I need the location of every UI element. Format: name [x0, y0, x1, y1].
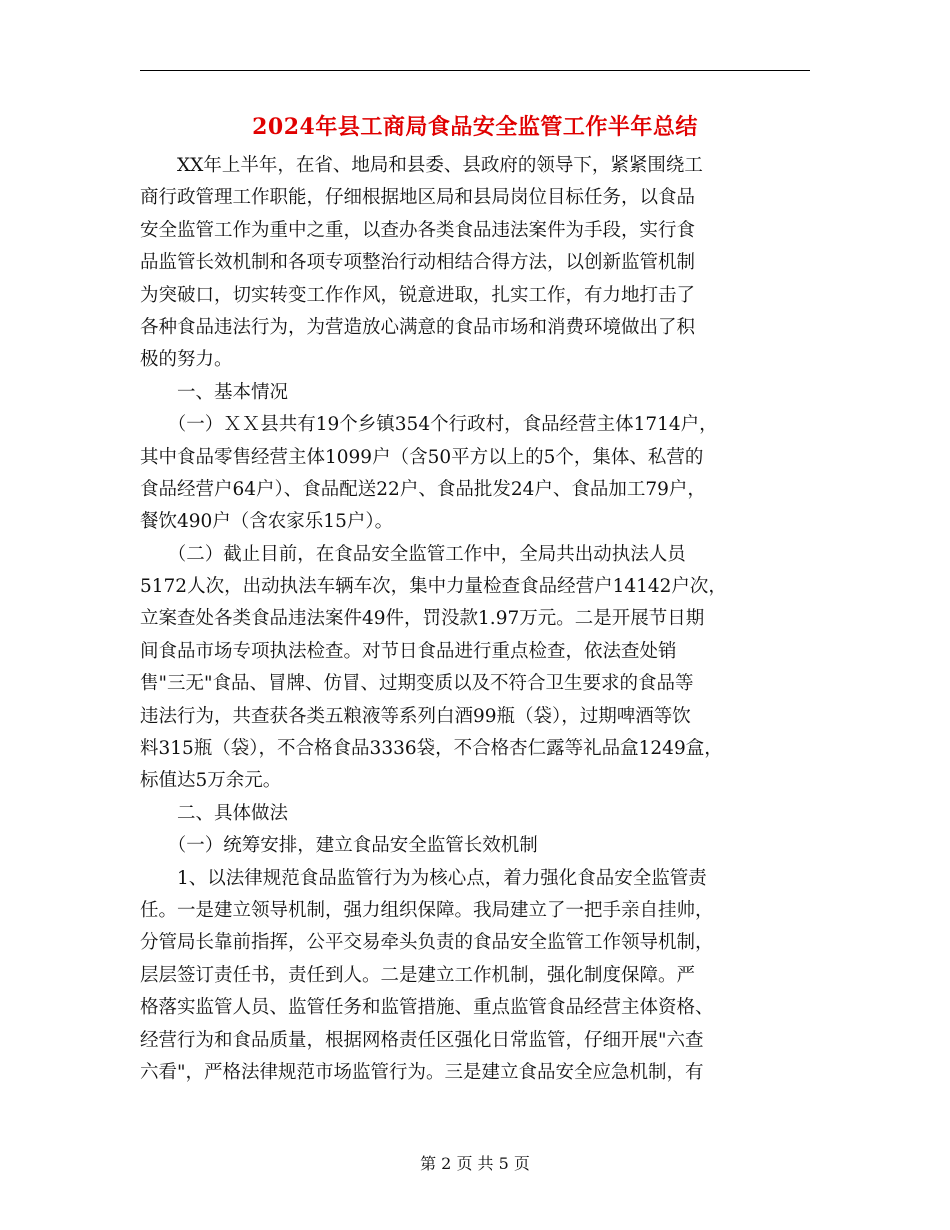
document-body [140, 150, 810, 1089]
document-title: 2024年县工商局食品安全监管工作半年总结 [252, 114, 698, 140]
paragraph-line: 经营行为和食品质量，根据网格责任区强化日常监管，仔细开展"六查 [140, 1029, 704, 1051]
paragraph-line: 立案查处各类食品违法案件49件，罚没款1.97万元。二是开展节日期 [140, 608, 705, 630]
paragraph-line: 品监管长效机制和各项专项整治行动相结合得方法，以创新监管机制 [140, 252, 696, 274]
paragraph-line: 一、基本情况 [140, 381, 289, 403]
paragraph-line: 5172人次，出动执法车辆车次，集中力量检查食品经营户14142户次， [140, 576, 727, 598]
paragraph-line: 间食品市场专项执法检查。对节日食品进行重点检查，依法查处销 [140, 640, 677, 662]
paragraph-line: 其中食品零售经营主体1099户（含50平方以上的5个，集体、私营的 [140, 446, 704, 468]
paragraph-line: 安全监管工作为重中之重，以查办各类食品违法案件为手段，实行食 [140, 219, 696, 241]
paragraph-line: 各种食品违法行为，为营造放心满意的食品市场和消费环境做出了积 [140, 316, 696, 338]
paragraph-line: 为突破口，切实转变工作作风，锐意进取，扎实工作，有力地打击了 [140, 284, 696, 306]
paragraph-line: 违法行为，共查获各类五粮液等系列白酒99瓶（袋），过期啤酒等饮 [140, 705, 691, 727]
paragraph-line: 分管局长靠前指挥，公平交易牵头负责的食品安全监管工作领导机制， [140, 932, 714, 954]
paragraph-line: （一）ＸＸ县共有19个乡镇354个行政村，食品经营主体1714户， [140, 414, 718, 436]
paragraph-line: 1、以法律规范食品监管行为为核心点，着力强化食品安全监管责 [140, 867, 707, 889]
paragraph-line: 售"三无"食品、冒牌、仿冒、过期变质以及不符合卫生要求的食品等 [140, 673, 694, 695]
paragraph-line: 极的努力。 [140, 349, 233, 371]
paragraph-line: 二、具体做法 [140, 802, 289, 824]
header-rule [140, 70, 810, 71]
paragraph-line: 层层签订责任书，责任到人。二是建立工作机制，强化制度保障。严 [140, 964, 696, 986]
paragraph-line: 标值达5万余元。 [140, 770, 282, 792]
page-number: 第 2 页 共 5 页 [420, 1154, 530, 1173]
paragraph-line: 商行政管理工作职能，仔细根据地区局和县局岗位目标任务，以食品 [140, 187, 696, 209]
paragraph-line: 食品经营户64户）、食品配送22户、食品批发24户、食品加工79户， [140, 478, 706, 500]
paragraph-line: 料315瓶（袋），不合格食品3336袋，不合格杏仁露等礼品盒1249盒， [140, 738, 723, 760]
paragraph-line: （二）截止目前，在食品安全监管工作中，全局共出动执法人员 [140, 543, 686, 565]
paragraph-line: 格落实监管人员、监管任务和监管措施、重点监管食品经营主体资格、 [140, 997, 714, 1019]
paragraph-line: 六看"，严格法律规范市场监管行为。三是建立食品安全应急机制，有 [140, 1061, 704, 1083]
paragraph-line: 任。一是建立领导机制，强力组织保障。我局建立了一把手亲自挂帅， [140, 899, 714, 921]
paragraph-line: 餐饮490户（含农家乐15户）。 [140, 511, 394, 533]
paragraph-line: XX年上半年，在省、地局和县委、县政府的领导下，紧紧围绕工 [140, 155, 703, 176]
paragraph-line: （一）统筹安排，建立食品安全监管长效机制 [140, 835, 538, 857]
